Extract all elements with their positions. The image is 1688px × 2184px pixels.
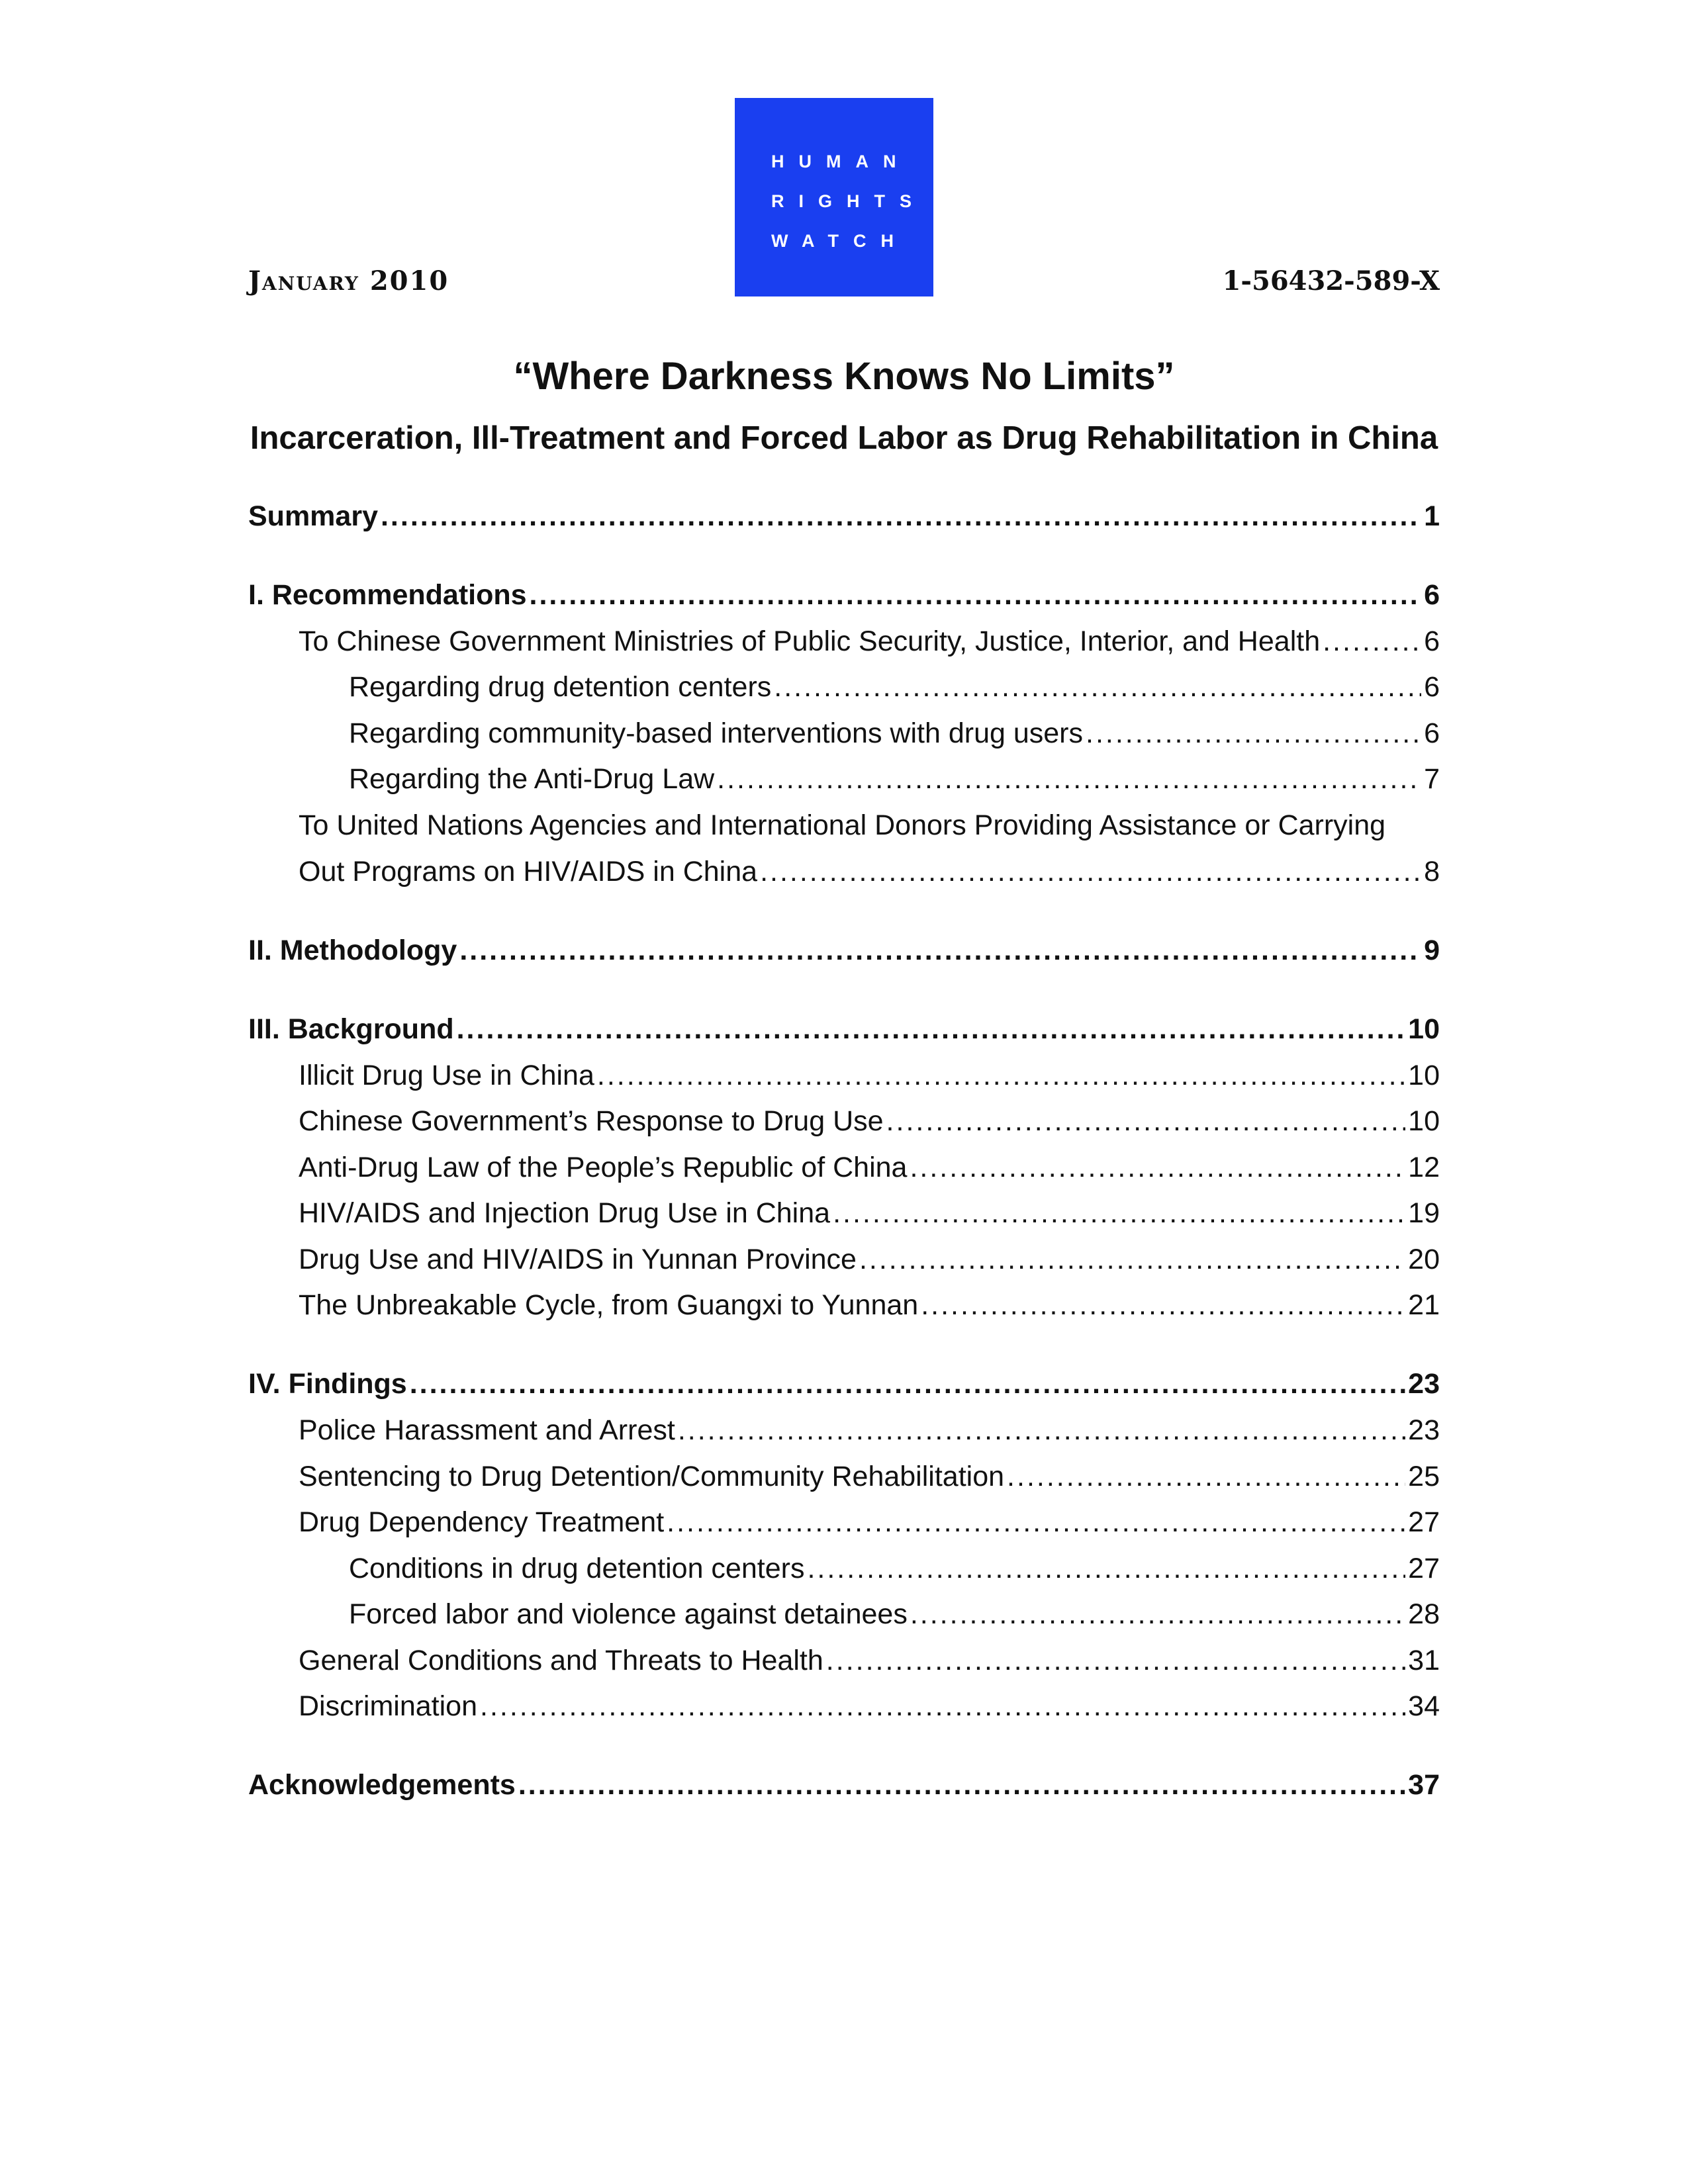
toc-entry-label: Summary <box>248 500 378 532</box>
toc-dot-leader <box>1007 1460 1405 1494</box>
toc-entry-bg-cycle[interactable] <box>299 1289 1440 1323</box>
toc-entry-rec-detention[interactable] <box>349 670 1440 705</box>
toc-page-number: 10 <box>1408 1060 1440 1091</box>
toc-page-number: 27 <box>1408 1506 1440 1538</box>
toc-entry-bg-response[interactable] <box>299 1105 1440 1139</box>
publication-date: January 2010 <box>248 265 449 296</box>
toc-page-number: 27 <box>1408 1553 1440 1584</box>
toc-page-number: 31 <box>1408 1645 1440 1676</box>
toc-entry-label: Illicit Drug Use in China <box>299 1060 594 1091</box>
toc-dot-leader <box>760 855 1421 889</box>
isbn: 1-56432-589-X <box>1222 265 1440 296</box>
toc-entry-label: Regarding drug detention centers <box>349 671 772 703</box>
toc-entry-label: Regarding the Anti-Drug Law <box>349 763 715 795</box>
report-title: “Where Darkness Knows No Limits” <box>513 355 1175 398</box>
toc-entry-label: Out Programs on HIV/AIDS in China <box>299 856 758 887</box>
hrw-logo <box>735 98 933 296</box>
toc-page-number: 6 <box>1424 625 1440 657</box>
toc-entry-acknowledgements[interactable] <box>248 1768 1440 1803</box>
toc-dot-leader <box>859 1243 1405 1277</box>
toc-entry-f-conditions[interactable] <box>349 1552 1440 1586</box>
toc-entry-label: The Unbreakable Cycle, from Guangxi to Yunnan <box>299 1289 919 1321</box>
toc-entry-background[interactable] <box>248 1013 1440 1047</box>
toc-entry-bg-illicit[interactable] <box>299 1059 1440 1093</box>
toc-entry-f-general[interactable] <box>299 1644 1440 1678</box>
toc-entry-label: Regarding community-based interventions with drug users <box>349 717 1083 749</box>
toc-entry-bg-law[interactable] <box>299 1151 1440 1185</box>
toc-dot-leader <box>910 1598 1405 1632</box>
toc-page-number: 23 <box>1408 1368 1440 1400</box>
toc-page-number: 19 <box>1408 1197 1440 1229</box>
toc-entry-label: Drug Dependency Treatment <box>299 1506 665 1538</box>
toc-entry-label: Chinese Government’s Response to Drug Use <box>299 1105 884 1137</box>
logo-text-line: HUMAN <box>771 152 911 171</box>
toc-page-number: 10 <box>1408 1013 1440 1045</box>
toc-dot-leader <box>717 762 1421 797</box>
toc-dot-leader <box>807 1552 1405 1586</box>
toc-dot-leader <box>921 1289 1405 1323</box>
toc-dot-leader <box>597 1059 1405 1093</box>
toc-page-number: 37 <box>1408 1769 1440 1801</box>
report-subtitle: Incarceration, Ill-Treatment and Forced Labor as Drug Rehabilitation in China <box>250 420 1438 456</box>
toc-entry-bg-yunnan[interactable] <box>299 1243 1440 1277</box>
toc-page-number: 12 <box>1408 1152 1440 1183</box>
toc-dot-leader <box>518 1768 1405 1803</box>
logo-text-line: WATCH <box>771 231 908 251</box>
toc-entry-methodology[interactable] <box>248 934 1440 968</box>
toc-entry-label: Conditions in drug detention centers <box>349 1553 805 1584</box>
toc-entry-rec-un-line1[interactable]: To United Nations Agencies and International Donors Providing Assistance or Carrying <box>299 809 1386 841</box>
toc-page-number: 34 <box>1408 1690 1440 1722</box>
toc-entry-f-discrimination[interactable] <box>299 1690 1440 1724</box>
toc-dot-leader <box>886 1105 1406 1139</box>
toc-page-number: 20 <box>1408 1244 1440 1275</box>
toc-entry-label: Police Harassment and Arrest <box>299 1414 675 1446</box>
toc-dot-leader <box>826 1644 1405 1678</box>
toc-page-number: 6 <box>1424 671 1440 703</box>
toc-entry-label: HIV/AIDS and Injection Drug Use in China <box>299 1197 831 1229</box>
toc-entry-label: Drug Use and HIV/AIDS in Yunnan Province <box>299 1244 857 1275</box>
toc-page-number: 8 <box>1424 856 1440 887</box>
toc-entry-recommendations[interactable] <box>248 578 1440 613</box>
toc-entry-summary[interactable] <box>248 500 1440 534</box>
toc-entry-label: General Conditions and Threats to Health <box>299 1645 823 1676</box>
logo-text-line: RIGHTS <box>771 191 927 211</box>
toc-entry-label: Anti-Drug Law of the People’s Republic of China <box>299 1152 908 1183</box>
toc-dot-leader <box>459 934 1421 968</box>
toc-entry-label: III. Background <box>248 1013 454 1045</box>
toc-entry-rec-community[interactable] <box>349 717 1440 751</box>
toc-page-number: 6 <box>1424 717 1440 749</box>
toc-dot-leader <box>910 1151 1405 1185</box>
toc-entry-f-treatment[interactable] <box>299 1506 1440 1540</box>
toc-dot-leader <box>774 670 1421 705</box>
toc-entry-label: Discrimination <box>299 1690 478 1722</box>
toc-page-number: 28 <box>1408 1598 1440 1630</box>
toc-entry-rec-un[interactable] <box>299 855 1440 889</box>
toc-dot-leader <box>457 1013 1406 1047</box>
toc-dot-leader <box>1086 717 1421 751</box>
toc-entry-findings[interactable] <box>248 1367 1440 1402</box>
toc-dot-leader <box>410 1367 1405 1402</box>
toc-entry-rec-antidrug[interactable] <box>349 762 1440 797</box>
toc-page-number: 21 <box>1408 1289 1440 1321</box>
toc-entry-f-forced[interactable] <box>349 1598 1440 1632</box>
toc-entry-label: Forced labor and violence against detainees <box>349 1598 908 1630</box>
toc-entry-rec-ministries[interactable] <box>299 625 1440 659</box>
toc-dot-leader <box>530 578 1422 613</box>
toc-entry-label: II. Methodology <box>248 934 457 966</box>
toc-entry-label: Sentencing to Drug Detention/Community Rehabilitation <box>299 1461 1005 1492</box>
toc-dot-leader <box>667 1506 1405 1540</box>
toc-entry-label: To Chinese Government Ministries of Public Security, Justice, Interior, and Health <box>299 625 1321 657</box>
toc-entry-f-sentencing[interactable] <box>299 1460 1440 1494</box>
toc-page-number: 1 <box>1424 500 1440 532</box>
toc-entry-label: IV. Findings <box>248 1368 407 1400</box>
toc-entry-bg-hiv[interactable] <box>299 1197 1440 1231</box>
toc-dot-leader <box>678 1414 1405 1448</box>
toc-page-number: 25 <box>1408 1461 1440 1492</box>
toc-page-number: 6 <box>1424 579 1440 611</box>
toc-dot-leader <box>1323 625 1421 659</box>
toc-dot-leader <box>480 1690 1405 1724</box>
toc-entry-label: Acknowledgements <box>248 1769 516 1801</box>
toc-dot-leader <box>833 1197 1405 1231</box>
toc-page-number: 9 <box>1424 934 1440 966</box>
toc-page-number: 7 <box>1424 763 1440 795</box>
toc-page-number: 10 <box>1408 1105 1440 1137</box>
toc-entry-label: I. Recommendations <box>248 579 527 611</box>
toc-page-number: 23 <box>1408 1414 1440 1446</box>
toc-entry-f-police[interactable] <box>299 1414 1440 1448</box>
toc-dot-leader <box>381 500 1421 534</box>
